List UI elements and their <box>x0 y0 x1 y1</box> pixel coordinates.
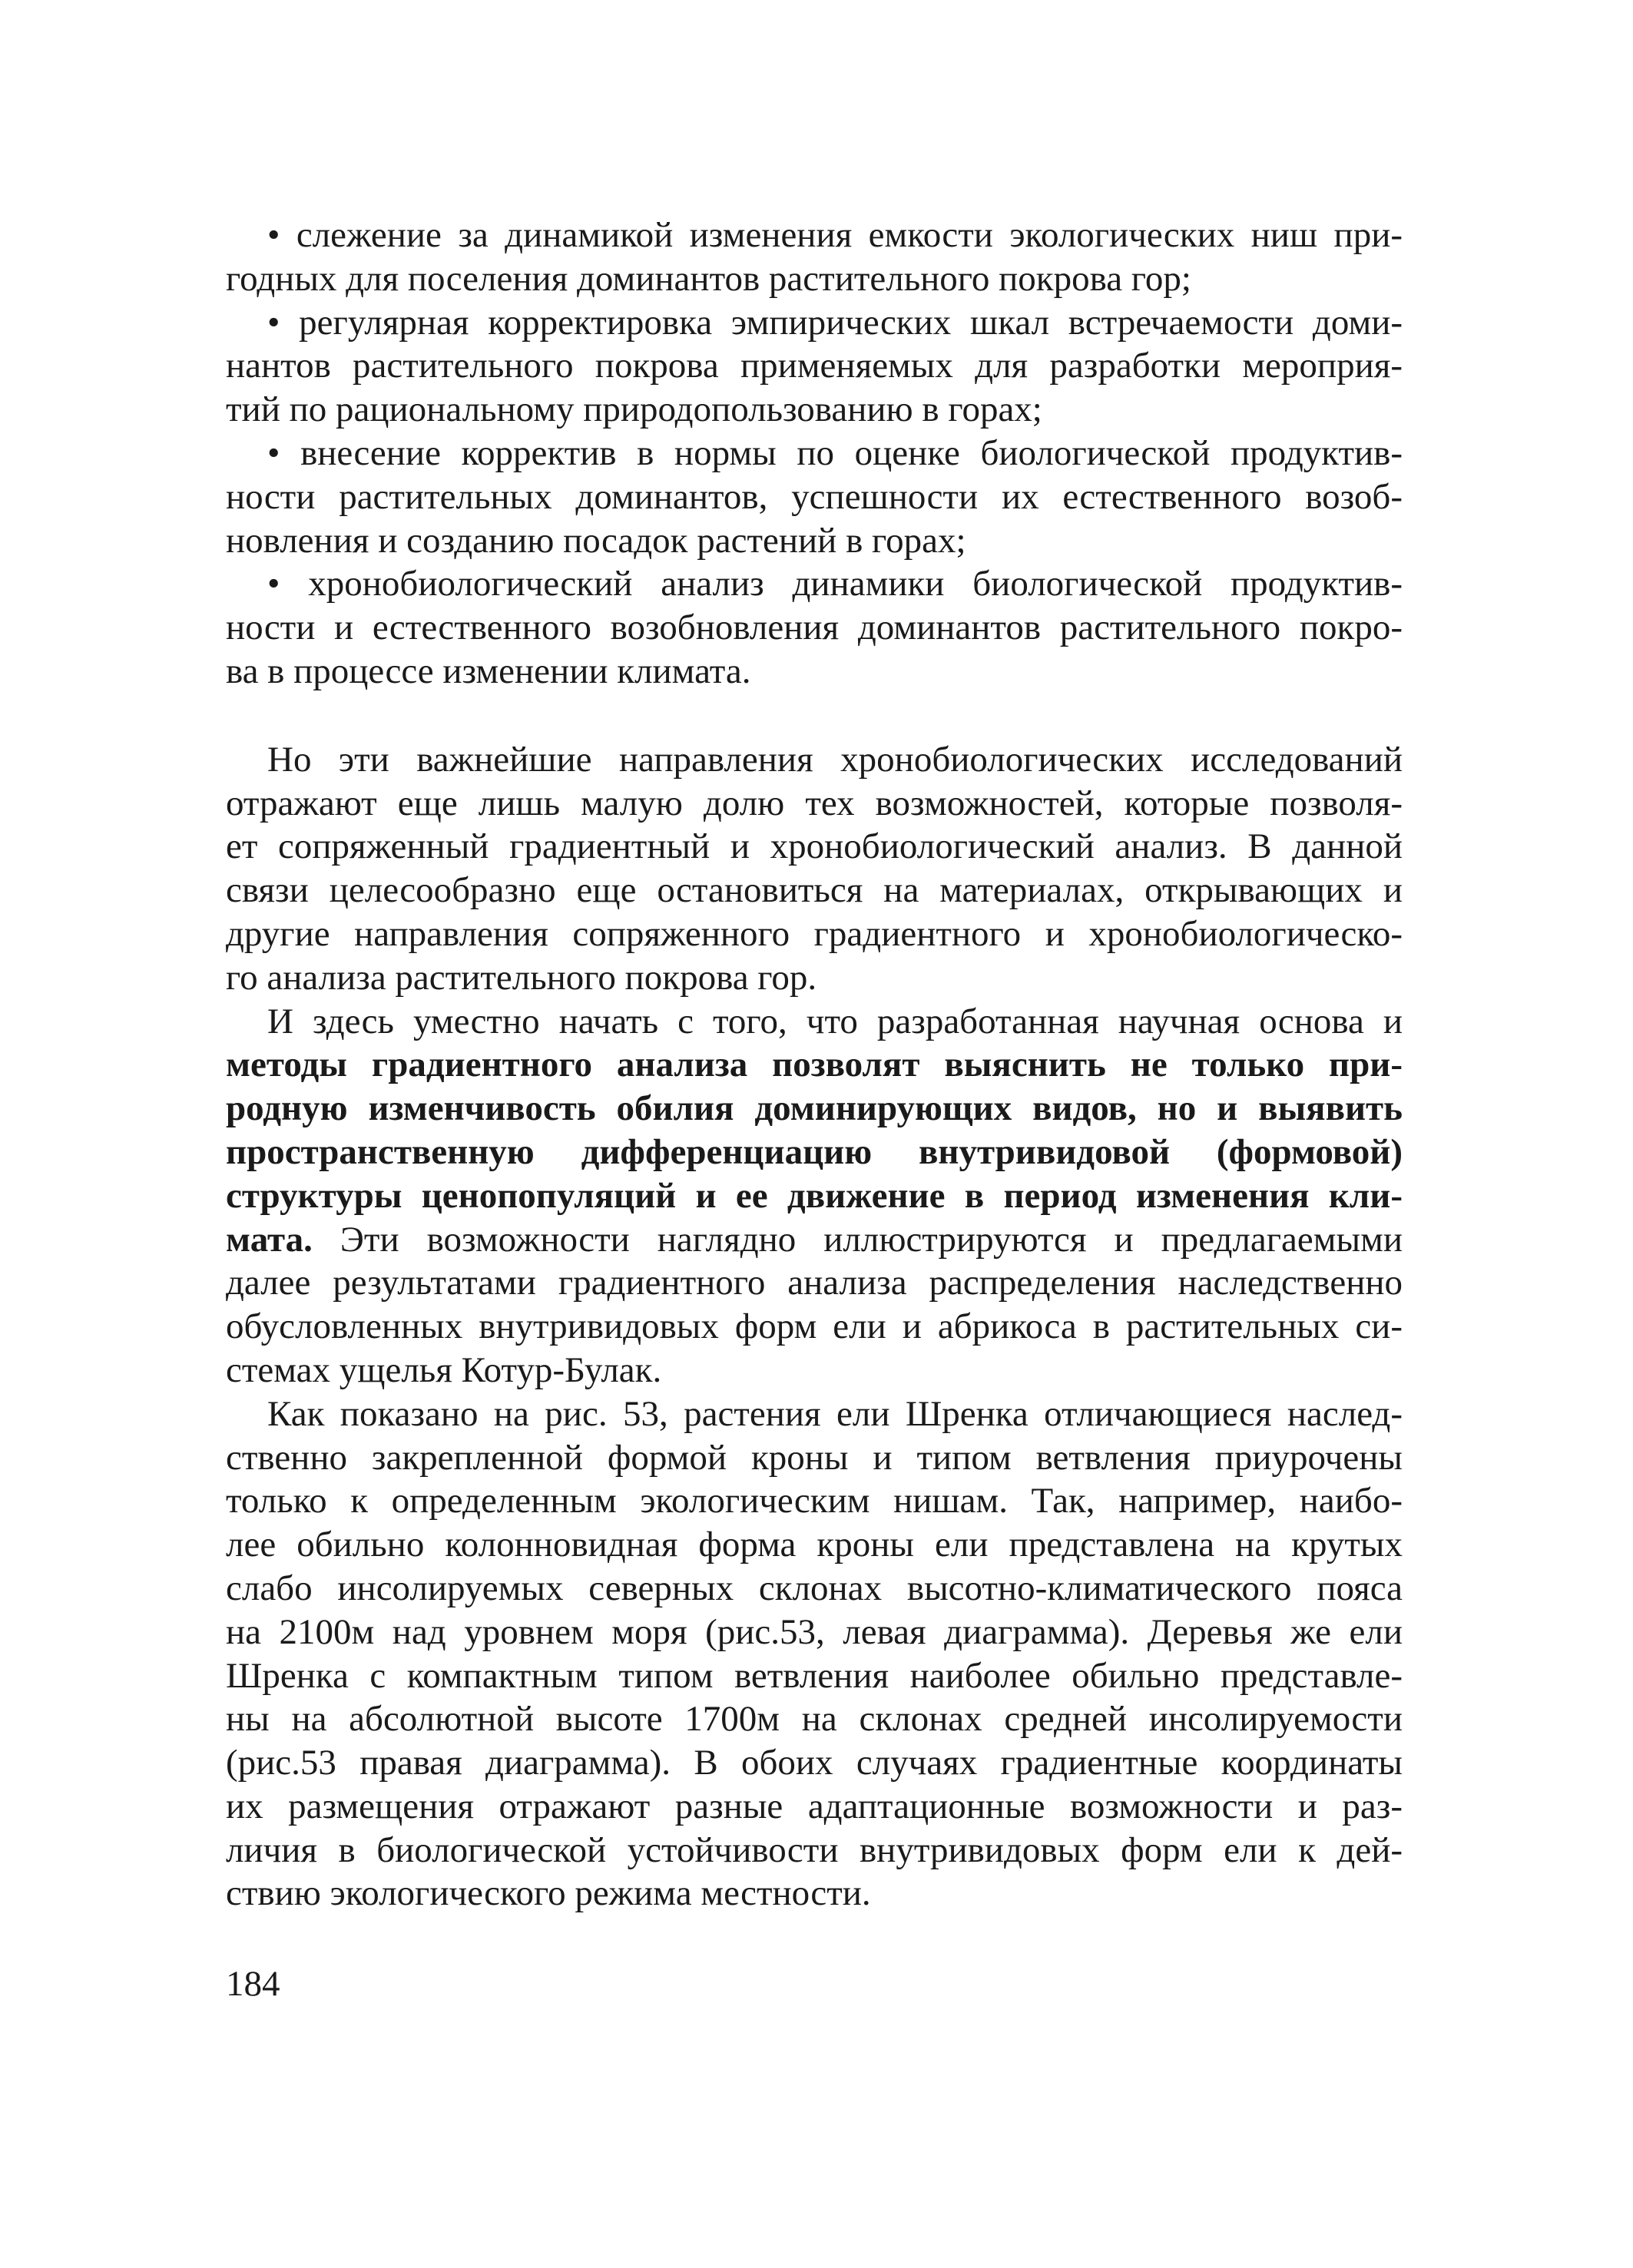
text-line: только к определенным экологическим нишам. Так, например, наибо- <box>226 1481 1403 1521</box>
text-line: го анализа растительного покрова гор. <box>226 957 817 998</box>
text-line: обусловленных внутривидовых форм ели и абрикоса в растительных си- <box>226 1306 1403 1347</box>
text-line: • хронобиологический анализ динамики биологической продуктив- <box>267 564 1403 604</box>
text-line: их размещения отражают разные адаптационные возможности и раз- <box>226 1786 1403 1826</box>
text-line: годных для поселения доминантов растительного покрова гор; <box>226 258 1191 299</box>
text-line: • регулярная корректировка эмпирических шкал встречаемости доми- <box>267 302 1403 343</box>
bold-text-line: структуры ценопопуляций и ее движение в период изменения кли- <box>226 1175 1403 1216</box>
text-line: ности и естественного возобновления доминантов растительного покро- <box>226 608 1403 648</box>
bullet-item <box>226 214 1403 301</box>
bullet-item <box>226 301 1403 432</box>
text-line: Но эти важнейшие направления хронобиологических исследований <box>267 739 1403 780</box>
text-line: ва в процессе изменении климата. <box>226 651 751 691</box>
text-line: далее результатами градиентного анализа распределения наследственно <box>226 1263 1403 1303</box>
text-line: (рис.53 правая диаграмма). В обоих случаях градиентные координаты <box>226 1743 1403 1783</box>
text-line: Шренка с компактным типом ветвления наиболее обильно представле- <box>226 1655 1403 1696</box>
bold-text-end: мата. <box>226 1219 313 1260</box>
text-line: на 2100м над уровнем моря (рис.53, левая диаграмма). Деревья же ели <box>226 1611 1403 1652</box>
text-line: слабо инсолируемых северных склонах высотно-климатического пояса <box>226 1568 1403 1608</box>
text-line: нантов растительного покрова применяемых для разработки мероприя- <box>226 346 1403 386</box>
text-line: И здесь уместно начать с того, что разработанная научная основа и <box>267 1001 1403 1041</box>
text-line: Как показано на рис. 53, растения ели Шренка отличающиеся наслед- <box>267 1393 1403 1434</box>
text-line: стемах ущелья Котур-Булак. <box>226 1349 662 1390</box>
paragraph <box>226 1392 1403 1916</box>
text-line: отражают еще лишь малую долю тех возможностей, которые позволя- <box>226 783 1403 823</box>
text-line: другие направления сопряженного градиентного и хронобиологическо- <box>226 913 1403 954</box>
paragraph <box>226 738 1403 1000</box>
text-line: тий по рациональному природопользованию в горах; <box>226 389 1042 430</box>
text-line: • слежение за динамикой изменения емкости экологических ниш при- <box>267 215 1403 255</box>
text-line: • внесение корректив в нормы по оценке биологической продуктив- <box>267 432 1403 473</box>
text-line: связи целесообразно еще остановиться на материалах, открывающих и <box>226 870 1403 911</box>
bullet-item <box>226 432 1403 562</box>
text-segment: Эти возможности наглядно иллюстрируются и предлагаемыми <box>312 1219 1403 1260</box>
text-line: новления и созданию посадок растений в горах; <box>226 520 966 561</box>
paragraph-gap <box>226 694 1403 738</box>
page-body <box>226 214 1403 1915</box>
bold-text-line: методы градиентного анализа позволят выяснить не только при- <box>226 1045 1403 1085</box>
text-line: ности растительных доминантов, успешности их естественного возоб- <box>226 476 1403 517</box>
text-line: личия в биологической устойчивости внутривидовых форм ели к дей- <box>226 1829 1403 1870</box>
text-line: лее обильно колонновидная форма кроны ели представлена на крутых <box>226 1525 1403 1565</box>
text-line: ствию экологического режима местности. <box>226 1873 871 1914</box>
bold-text-line: родную изменчивость обилия доминирующих видов, но и выявить <box>226 1088 1403 1129</box>
text-line: ет сопряженный градиентный и хронобиологический анализ. В данной <box>226 826 1403 867</box>
text-line <box>226 1218 1403 1262</box>
page-number: 184 <box>226 1964 280 2004</box>
text-line: ственно закрепленной формой кроны и типом ветвления приурочены <box>226 1437 1403 1478</box>
text-line: ны на абсолютной высоте 1700м на склонах средней инсолируемости <box>226 1699 1403 1740</box>
paragraph <box>226 1000 1403 1392</box>
bullet-item <box>226 562 1403 693</box>
bold-text-line: пространственную дифференциацию внутривидовой (формовой) <box>226 1131 1403 1172</box>
